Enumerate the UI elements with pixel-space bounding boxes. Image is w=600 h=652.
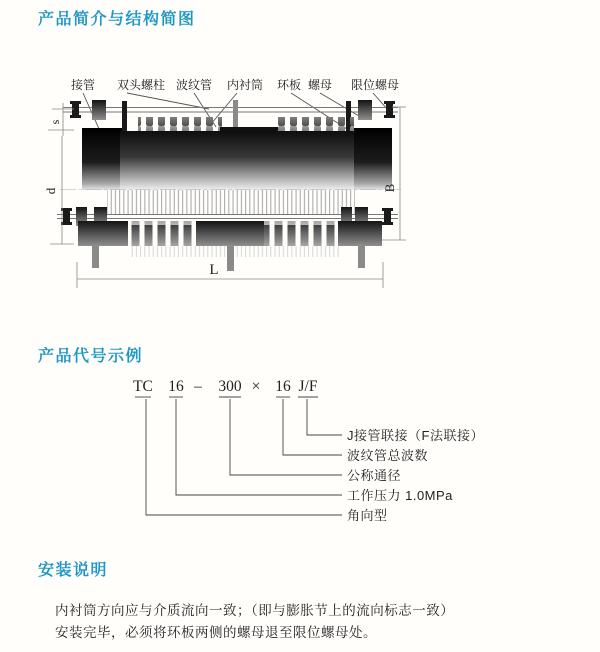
bellows-teeth-right bbox=[278, 117, 354, 131]
code-times: × bbox=[251, 378, 261, 395]
code-label-total-waves: 波纹管总波数 bbox=[347, 448, 429, 463]
post-right bbox=[358, 246, 365, 268]
product-code bbox=[133, 378, 342, 515]
diagram-part-labels bbox=[71, 77, 399, 92]
install-note-line2: 安装完毕，必须将环板两侧的螺母退至限位螺母处。 bbox=[55, 625, 377, 640]
left-nut bbox=[92, 100, 106, 120]
dim-s: s bbox=[48, 119, 62, 125]
label-connecting-pipe: 接管 bbox=[70, 78, 96, 92]
lower-hatch bbox=[107, 190, 355, 214]
dim-d: d bbox=[43, 187, 58, 195]
center-post-top bbox=[233, 100, 238, 131]
bellows-teeth-left bbox=[138, 117, 222, 131]
label-nut: 螺母 bbox=[307, 78, 333, 92]
code-connectors bbox=[146, 399, 342, 515]
code-label-nominal-diameter: 公称通径 bbox=[347, 468, 402, 483]
section-title-code: 产品代号示例 bbox=[38, 348, 144, 365]
post-center bbox=[227, 246, 234, 271]
label-ring-plate: 环板 bbox=[276, 78, 302, 92]
right-end-cap bbox=[354, 128, 392, 190]
label-bellows: 波纹管 bbox=[175, 78, 213, 92]
code-pressure: 16 bbox=[168, 378, 184, 395]
code-label-working-pressure: 工作压力 1.0MPa bbox=[347, 488, 453, 503]
code-label-connection: J接管联接（F法联接） bbox=[347, 428, 484, 443]
label-limit-nut: 限位螺母 bbox=[350, 78, 400, 92]
code-waves: 16 bbox=[275, 378, 291, 395]
code-dash: – bbox=[194, 378, 202, 395]
label-double-end-stud: 双头螺柱 bbox=[116, 78, 166, 92]
left-end-cap bbox=[82, 128, 122, 190]
label-inner-liner: 内衬筒 bbox=[226, 78, 264, 92]
body-upper-half bbox=[60, 117, 402, 193]
section-title-install: 安装说明 bbox=[38, 562, 109, 579]
code-label-angular-type: 角向型 bbox=[347, 508, 388, 523]
right-nut bbox=[358, 100, 372, 120]
code-connection: J/F bbox=[298, 378, 318, 395]
dim-B: B bbox=[382, 183, 397, 193]
section-title-intro: 产品简介与结构简图 bbox=[38, 11, 196, 28]
body-lower-half bbox=[57, 190, 398, 271]
post-left bbox=[92, 246, 99, 268]
main-shell bbox=[120, 131, 372, 190]
code-diameter: 300 bbox=[218, 378, 242, 395]
dim-L: L bbox=[209, 262, 219, 278]
code-type: TC bbox=[133, 378, 153, 395]
install-note-line1: 内衬筒方向应与介质流向一致；（即与膨胀节上的流向标志一致） bbox=[55, 603, 455, 618]
inner-liner-band bbox=[220, 127, 278, 132]
left-ring-plate bbox=[122, 101, 127, 131]
